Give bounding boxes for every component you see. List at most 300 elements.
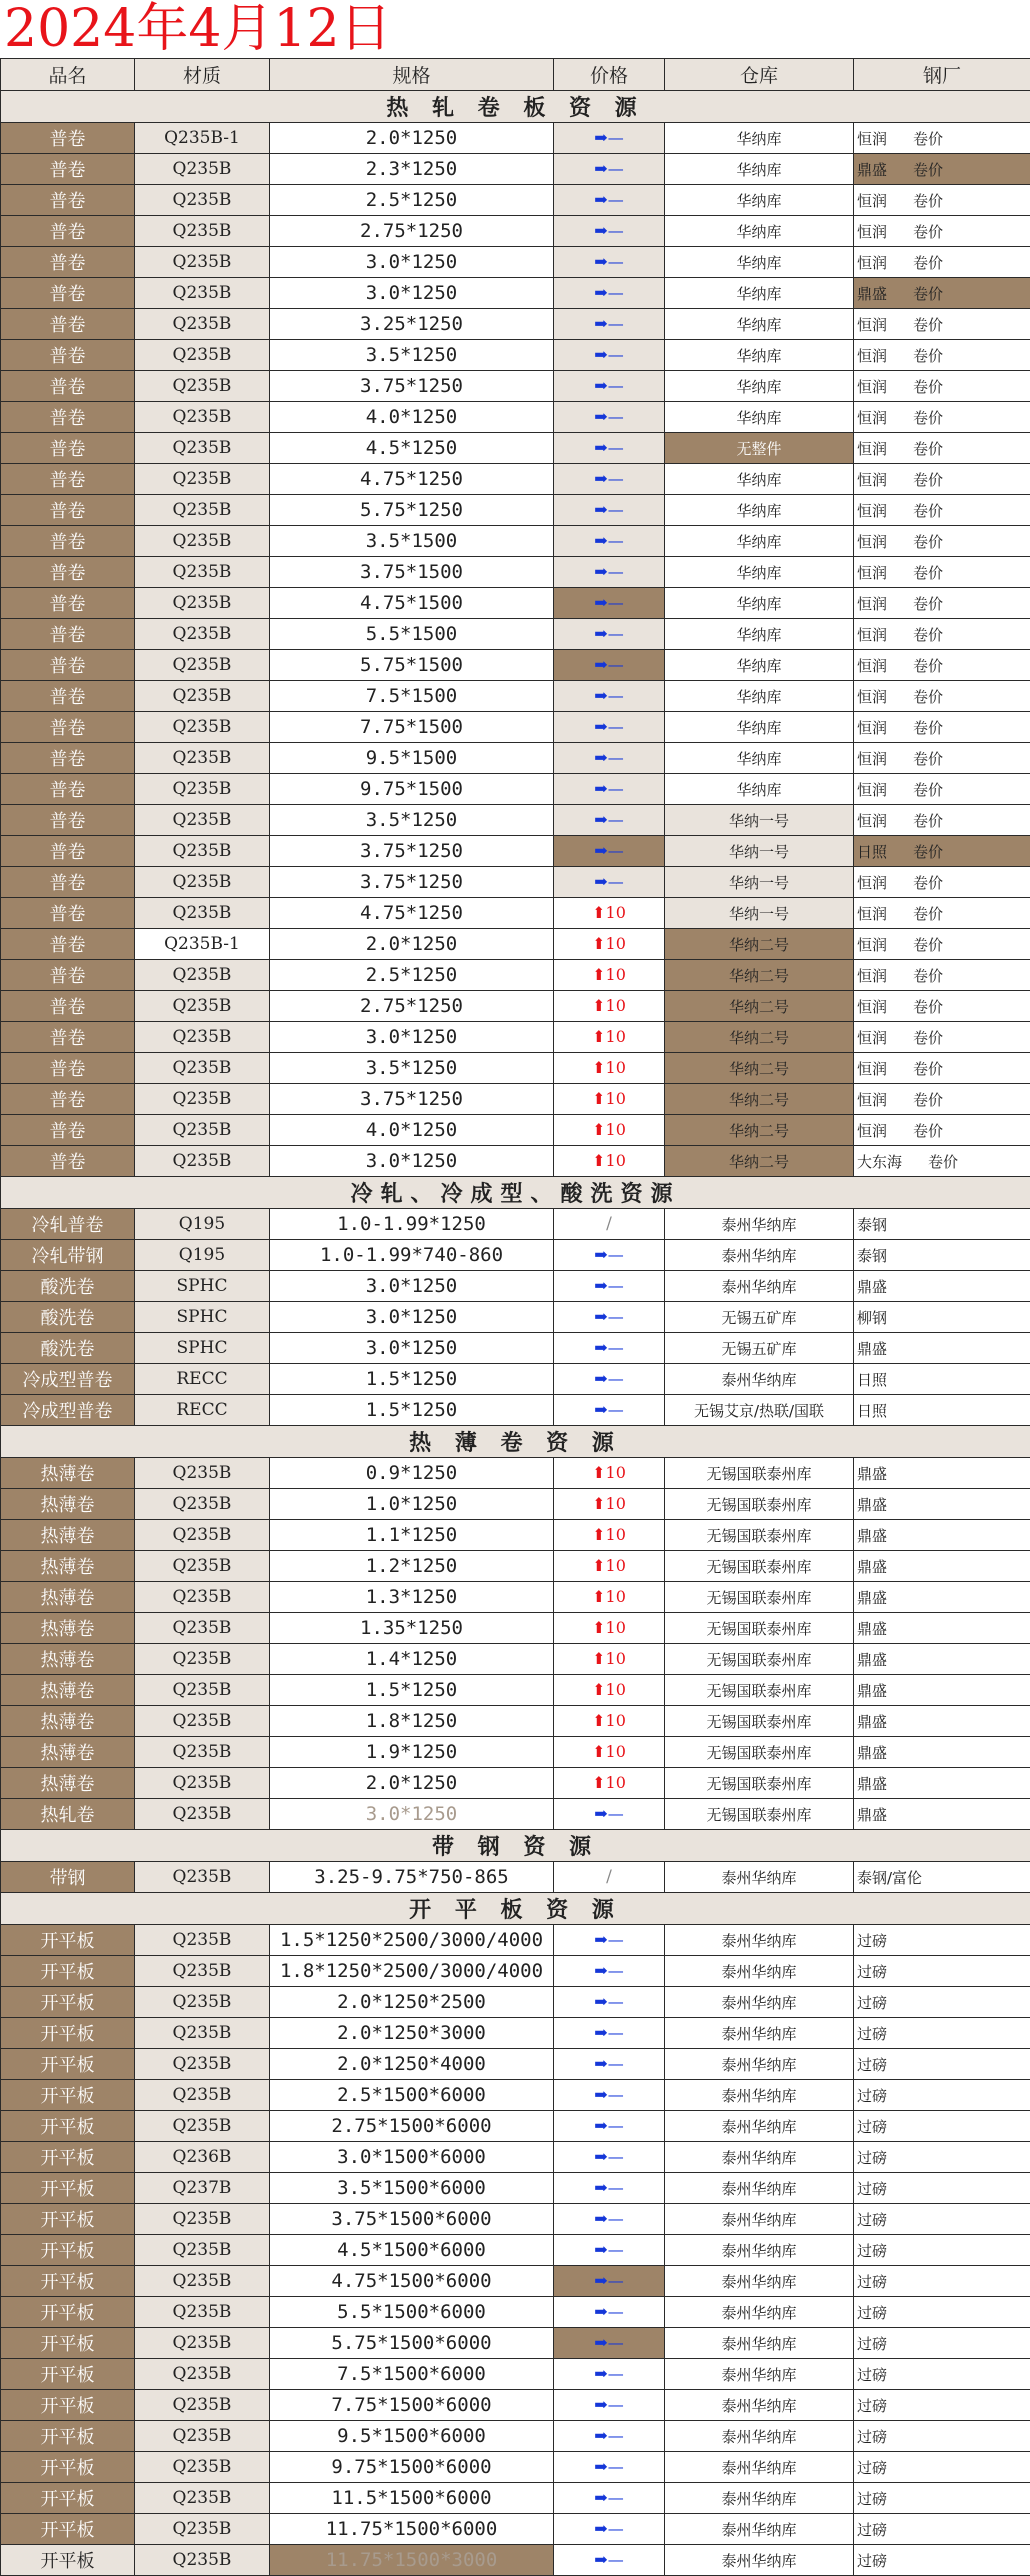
price-type: 卷价 <box>913 192 943 210</box>
warehouse-cell: 泰州华纳库 <box>665 2328 854 2359</box>
product-name-cell: 开平板 <box>1 2111 135 2142</box>
spec-cell: 2.0*1250*3000 <box>270 2018 554 2049</box>
table-row <box>1 1333 1030 1364</box>
material-cell: Q235B <box>135 991 270 1022</box>
table-row <box>1 1115 1030 1146</box>
spec-cell: 2.75*1500*6000 <box>270 2111 554 2142</box>
material-cell: Q235B <box>135 2421 270 2452</box>
spec-cell: 1.5*1250 <box>270 1395 554 1426</box>
table-row <box>1 2452 1030 2483</box>
spec-cell: 1.8*1250 <box>270 1706 554 1737</box>
price-flat-icon: ➡— <box>594 624 623 643</box>
product-name-cell: 普卷 <box>1 340 135 371</box>
product-name-cell: 开平板 <box>1 2142 135 2173</box>
product-name-cell: 普卷 <box>1 867 135 898</box>
material-cell: Q235B-1 <box>135 929 270 960</box>
warehouse-cell: 泰州华纳库 <box>665 1862 854 1893</box>
warehouse-cell: 无锡国联泰州库 <box>665 1458 854 1489</box>
warehouse-cell: 华纳库 <box>665 557 854 588</box>
warehouse-cell: 华纳库 <box>665 402 854 433</box>
warehouse-cell: 无锡国联泰州库 <box>665 1489 854 1520</box>
price-cell <box>554 433 665 464</box>
mill-name: 鼎盛 <box>857 1744 887 1762</box>
price-type: 卷价 <box>913 471 943 489</box>
price-cell <box>554 464 665 495</box>
mill-name: 鼎盛 <box>857 1806 887 1824</box>
product-name-cell: 普卷 <box>1 464 135 495</box>
mill-cell <box>854 1925 1030 1956</box>
mill-name: 过磅 <box>857 2521 887 2539</box>
price-up-icon: ⬆ <box>592 1058 605 1077</box>
price-type: 卷价 <box>913 781 943 799</box>
mill-cell <box>854 712 1030 743</box>
product-name-cell: 普卷 <box>1 960 135 991</box>
warehouse-cell: 无锡国联泰州库 <box>665 1799 854 1830</box>
spec-cell: 4.75*1500 <box>270 588 554 619</box>
price-flat-icon: ➡— <box>594 2426 623 2445</box>
material-cell: Q235B <box>135 2204 270 2235</box>
warehouse-cell: 华纳一号 <box>665 836 854 867</box>
material-cell: SPHC <box>135 1271 270 1302</box>
spec-cell: 1.3*1250 <box>270 1582 554 1613</box>
price-cell <box>554 2390 665 2421</box>
price-type: 卷价 <box>913 936 943 954</box>
warehouse-cell: 华纳库 <box>665 619 854 650</box>
mill-name: 恒润 <box>857 130 887 148</box>
mill-name: 恒润 <box>857 998 887 1016</box>
table-row <box>1 371 1030 402</box>
spec-cell: 3.0*1250 <box>270 1146 554 1177</box>
price-up-icon: ⬆ <box>592 1649 605 1668</box>
price-cell <box>554 2204 665 2235</box>
material-cell: Q235B <box>135 309 270 340</box>
spec-cell: 3.25*1250 <box>270 309 554 340</box>
mill-name: 大东海 <box>857 1153 902 1171</box>
price-flat-icon: ➡— <box>594 562 623 581</box>
warehouse-cell: 华纳二号 <box>665 1053 854 1084</box>
price-up-icon: ⬆ <box>592 1089 605 1108</box>
spec-cell: 5.75*1500*6000 <box>270 2328 554 2359</box>
table-row <box>1 2545 1030 2576</box>
spec-cell: 1.5*1250 <box>270 1364 554 1395</box>
section-title: 开 平 板 资 源 <box>1 1893 1030 1925</box>
mill-name: 过磅 <box>857 2273 887 2291</box>
price-change: 10 <box>606 1556 626 1575</box>
price-cell <box>554 929 665 960</box>
price-cell <box>554 2173 665 2204</box>
price-type: 卷价 <box>913 285 943 303</box>
table-row <box>1 619 1030 650</box>
warehouse-cell: 华纳库 <box>665 309 854 340</box>
spec-cell: 2.0*1250 <box>270 1768 554 1799</box>
mill-cell <box>854 216 1030 247</box>
spec-cell: 3.75*1500 <box>270 557 554 588</box>
product-name-cell: 普卷 <box>1 619 135 650</box>
mill-name: 过磅 <box>857 2304 887 2322</box>
mill-cell <box>854 1675 1030 1706</box>
product-name-cell: 热薄卷 <box>1 1644 135 1675</box>
price-cell <box>554 1364 665 1395</box>
spec-cell: 7.5*1500*6000 <box>270 2359 554 2390</box>
warehouse-cell: 华纳库 <box>665 743 854 774</box>
price-type: 卷价 <box>913 998 943 1016</box>
material-cell: Q235B <box>135 1084 270 1115</box>
price-up-icon: ⬆ <box>592 1525 605 1544</box>
warehouse-cell: 泰州华纳库 <box>665 1987 854 2018</box>
mill-name: 恒润 <box>857 378 887 396</box>
warehouse-cell: 无锡国联泰州库 <box>665 1644 854 1675</box>
warehouse-cell: 泰州华纳库 <box>665 2080 854 2111</box>
material-cell: Q235B <box>135 898 270 929</box>
mill-cell <box>854 1551 1030 1582</box>
price-flat-icon: ➡— <box>594 593 623 612</box>
warehouse-cell: 华纳二号 <box>665 929 854 960</box>
price-flat-icon: ➡— <box>594 2178 623 2197</box>
price-flat-icon: ➡— <box>594 2240 623 2259</box>
product-name-cell: 开平板 <box>1 1956 135 1987</box>
product-name-cell: 普卷 <box>1 402 135 433</box>
warehouse-cell: 华纳库 <box>665 278 854 309</box>
mill-name: 鼎盛 <box>857 1651 887 1669</box>
table-row <box>1 588 1030 619</box>
product-name-cell: 开平板 <box>1 2483 135 2514</box>
price-change: 10 <box>606 1120 626 1139</box>
mill-cell <box>854 2297 1030 2328</box>
mill-cell <box>854 526 1030 557</box>
price-flat-icon: ➡— <box>594 1930 623 1949</box>
price-cell <box>554 774 665 805</box>
price-cell <box>554 836 665 867</box>
price-cell <box>554 1675 665 1706</box>
material-cell: Q235B <box>135 1022 270 1053</box>
spec-cell: 3.0*1250 <box>270 278 554 309</box>
mill-name: 鼎盛 <box>857 1558 887 1576</box>
product-name-cell: 开平板 <box>1 2421 135 2452</box>
table-row <box>1 2328 1030 2359</box>
price-cell <box>554 2018 665 2049</box>
table-row <box>1 2080 1030 2111</box>
spec-cell: 2.75*1250 <box>270 991 554 1022</box>
warehouse-cell: 泰州华纳库 <box>665 2235 854 2266</box>
warehouse-cell: 无锡国联泰州库 <box>665 1768 854 1799</box>
price-flat-icon: ➡— <box>594 376 623 395</box>
spec-cell: 1.5*1250 <box>270 1675 554 1706</box>
material-cell: Q236B <box>135 2142 270 2173</box>
table-row <box>1 1395 1030 1426</box>
price-type: 卷价 <box>913 657 943 675</box>
product-name-cell: 普卷 <box>1 898 135 929</box>
mill-cell <box>854 1644 1030 1675</box>
mill-name: 恒润 <box>857 533 887 551</box>
mill-name: 鼎盛 <box>857 1527 887 1545</box>
price-flat-icon: ➡— <box>594 1338 623 1357</box>
section-title: 热 轧 卷 板 资 源 <box>1 91 1030 123</box>
price-cell <box>554 2328 665 2359</box>
table-row <box>1 185 1030 216</box>
price-cell <box>554 247 665 278</box>
material-cell: Q235B <box>135 247 270 278</box>
mill-cell <box>854 154 1030 185</box>
material-cell: Q235B <box>135 526 270 557</box>
price-change: 10 <box>606 1773 626 1792</box>
warehouse-cell: 华纳一号 <box>665 867 854 898</box>
price-cell <box>554 991 665 1022</box>
warehouse-cell: 华纳一号 <box>665 898 854 929</box>
price-cell <box>554 1115 665 1146</box>
price-type: 卷价 <box>913 1029 943 1047</box>
mill-cell <box>854 1458 1030 1489</box>
spec-cell: 1.5*1250*2500/3000/4000 <box>270 1925 554 1956</box>
price-change: 10 <box>606 1058 626 1077</box>
mill-name: 恒润 <box>857 316 887 334</box>
table-row <box>1 650 1030 681</box>
price-up-icon: ⬆ <box>592 903 605 922</box>
warehouse-cell: 泰州华纳库 <box>665 2018 854 2049</box>
spec-cell: 3.5*1500*6000 <box>270 2173 554 2204</box>
material-cell: Q235B <box>135 650 270 681</box>
material-cell: Q235B <box>135 2328 270 2359</box>
price-flat-icon: ➡— <box>594 283 623 302</box>
warehouse-cell: 华纳库 <box>665 712 854 743</box>
spec-cell: 3.0*1250 <box>270 1022 554 1053</box>
spec-cell: 1.9*1250 <box>270 1737 554 1768</box>
table-row <box>1 898 1030 929</box>
mill-cell <box>854 557 1030 588</box>
mill-name: 恒润 <box>857 595 887 613</box>
mill-name: 鼎盛 <box>857 1682 887 1700</box>
table-row <box>1 774 1030 805</box>
spec-cell: 9.5*1500 <box>270 743 554 774</box>
price-up-icon: ⬆ <box>592 996 605 1015</box>
spec-cell: 5.75*1250 <box>270 495 554 526</box>
spec-cell: 1.0-1.99*740-860 <box>270 1240 554 1271</box>
spec-cell: 3.75*1250 <box>270 371 554 402</box>
price-up-icon: ⬆ <box>592 965 605 984</box>
price-type: 卷价 <box>913 440 943 458</box>
warehouse-cell: 无锡国联泰州库 <box>665 1582 854 1613</box>
price-cell <box>554 278 665 309</box>
price-type: 卷价 <box>913 688 943 706</box>
table-row <box>1 1146 1030 1177</box>
warehouse-cell: 华纳库 <box>665 340 854 371</box>
section-header-row <box>1 1177 1030 1209</box>
mill-name: 泰钢 <box>857 1247 887 1265</box>
table-row <box>1 247 1030 278</box>
price-cell <box>554 526 665 557</box>
warehouse-cell: 泰州华纳库 <box>665 2545 854 2576</box>
material-cell: Q235B <box>135 681 270 712</box>
price-flat-icon: ➡— <box>594 345 623 364</box>
material-cell: Q235B <box>135 1520 270 1551</box>
spec-cell: 11.75*1500*3000 <box>270 2545 554 2576</box>
column-header: 仓库 <box>665 59 854 91</box>
material-cell: Q235B <box>135 2266 270 2297</box>
price-flat-icon: ➡— <box>594 469 623 488</box>
product-name-cell: 热薄卷 <box>1 1520 135 1551</box>
mill-cell <box>854 495 1030 526</box>
price-cell <box>554 1084 665 1115</box>
steel-price-table <box>0 58 1030 2576</box>
material-cell: Q235B <box>135 340 270 371</box>
column-header: 材质 <box>135 59 270 91</box>
table-row <box>1 2390 1030 2421</box>
mill-cell <box>854 867 1030 898</box>
warehouse-cell: 华纳库 <box>665 650 854 681</box>
warehouse-cell: 华纳库 <box>665 216 854 247</box>
price-cell <box>554 1333 665 1364</box>
spec-cell: 4.0*1250 <box>270 402 554 433</box>
table-row <box>1 216 1030 247</box>
product-name-cell: 热薄卷 <box>1 1706 135 1737</box>
material-cell: Q235B <box>135 2390 270 2421</box>
warehouse-cell: 华纳一号 <box>665 805 854 836</box>
mill-name: 过磅 <box>857 2397 887 2415</box>
mill-name: 鼎盛 <box>857 1620 887 1638</box>
table-row <box>1 1925 1030 1956</box>
price-flat-icon: ➡— <box>594 655 623 674</box>
material-cell: Q235B <box>135 1768 270 1799</box>
mill-cell <box>854 2359 1030 2390</box>
spec-cell: 1.8*1250*2500/3000/4000 <box>270 1956 554 1987</box>
mill-cell <box>854 2514 1030 2545</box>
table-row <box>1 557 1030 588</box>
mill-cell <box>854 1956 1030 1987</box>
material-cell: SPHC <box>135 1333 270 1364</box>
product-name-cell: 普卷 <box>1 774 135 805</box>
mill-name: 过磅 <box>857 2366 887 2384</box>
product-name-cell: 开平板 <box>1 2018 135 2049</box>
price-flat-icon: ➡— <box>594 531 623 550</box>
material-cell: Q235B <box>135 1799 270 1830</box>
product-name-cell: 冷成型普卷 <box>1 1395 135 1426</box>
price-flat-icon: ➡— <box>594 717 623 736</box>
spec-cell: 1.4*1250 <box>270 1644 554 1675</box>
price-cell <box>554 1644 665 1675</box>
mill-cell <box>854 1987 1030 2018</box>
spec-cell: 3.75*1500*6000 <box>270 2204 554 2235</box>
price-cell <box>554 619 665 650</box>
price-cell <box>554 340 665 371</box>
material-cell: Q195 <box>135 1209 270 1240</box>
price-change: 10 <box>606 1618 626 1637</box>
price-cell <box>554 1987 665 2018</box>
spec-cell: 2.5*1500*6000 <box>270 2080 554 2111</box>
material-cell: Q235B <box>135 1706 270 1737</box>
price-type: 卷价 <box>913 161 943 179</box>
price-cell <box>554 1768 665 1799</box>
mill-cell <box>854 929 1030 960</box>
material-cell: Q235B <box>135 2049 270 2080</box>
table-row <box>1 402 1030 433</box>
price-up-icon: ⬆ <box>592 934 605 953</box>
warehouse-cell: 华纳库 <box>665 495 854 526</box>
mill-name: 鼎盛 <box>857 161 887 179</box>
product-name-cell: 开平板 <box>1 2266 135 2297</box>
spec-cell: 3.0*1250 <box>270 1271 554 1302</box>
product-name-cell: 热薄卷 <box>1 1768 135 1799</box>
price-change: 10 <box>606 934 626 953</box>
price-flat-icon: ➡— <box>594 2054 623 2073</box>
product-name-cell: 开平板 <box>1 1925 135 1956</box>
mill-name: 恒润 <box>857 781 887 799</box>
spec-cell: 4.5*1500*6000 <box>270 2235 554 2266</box>
mill-name: 鼎盛 <box>857 1278 887 1296</box>
spec-cell: 7.75*1500 <box>270 712 554 743</box>
mill-name: 过磅 <box>857 2335 887 2353</box>
table-row <box>1 2173 1030 2204</box>
spec-cell: 3.5*1250 <box>270 340 554 371</box>
price-cell <box>554 1925 665 1956</box>
column-header: 价格 <box>554 59 665 91</box>
price-type: 卷价 <box>913 812 943 830</box>
mill-cell <box>854 2173 1030 2204</box>
spec-cell: 9.5*1500*6000 <box>270 2421 554 2452</box>
mill-cell <box>854 1271 1030 1302</box>
price-unavailable: / <box>606 1867 612 1887</box>
mill-cell <box>854 309 1030 340</box>
mill-name: 过磅 <box>857 2025 887 2043</box>
table-row <box>1 2514 1030 2545</box>
price-change: 10 <box>606 1742 626 1761</box>
material-cell: Q235B <box>135 1489 270 1520</box>
warehouse-cell: 华纳二号 <box>665 960 854 991</box>
price-cell <box>554 681 665 712</box>
price-change: 10 <box>606 1680 626 1699</box>
price-flat-icon: ➡— <box>594 2395 623 2414</box>
material-cell: Q235B <box>135 154 270 185</box>
product-name-cell: 普卷 <box>1 1115 135 1146</box>
warehouse-cell: 无锡五矿库 <box>665 1333 854 1364</box>
table-row <box>1 2204 1030 2235</box>
warehouse-cell: 华纳库 <box>665 464 854 495</box>
material-cell: Q235B <box>135 2545 270 2576</box>
price-flat-icon: ➡— <box>594 1276 623 1295</box>
table-row <box>1 681 1030 712</box>
price-cell <box>554 1022 665 1053</box>
mill-cell <box>854 1489 1030 1520</box>
warehouse-cell: 华纳库 <box>665 588 854 619</box>
price-flat-icon: ➡— <box>594 1992 623 2011</box>
price-cell <box>554 898 665 929</box>
mill-name: 鼎盛 <box>857 1496 887 1514</box>
product-name-cell: 热薄卷 <box>1 1613 135 1644</box>
product-name-cell: 普卷 <box>1 650 135 681</box>
product-name-cell: 普卷 <box>1 929 135 960</box>
mill-name: 日照 <box>857 1402 887 1420</box>
mill-cell <box>854 278 1030 309</box>
mill-name: 恒润 <box>857 502 887 520</box>
material-cell: Q235B <box>135 2483 270 2514</box>
material-cell: Q235B <box>135 2018 270 2049</box>
table-row <box>1 2235 1030 2266</box>
spec-cell: 5.5*1500*6000 <box>270 2297 554 2328</box>
product-name-cell: 普卷 <box>1 526 135 557</box>
price-flat-icon: ➡— <box>594 221 623 240</box>
column-header: 钢厂 <box>854 59 1030 91</box>
mill-cell <box>854 464 1030 495</box>
product-name-cell: 酸洗卷 <box>1 1302 135 1333</box>
spec-cell: 3.0*1250 <box>270 247 554 278</box>
price-cell <box>554 1209 665 1240</box>
table-row <box>1 1084 1030 1115</box>
spec-cell: 1.0-1.99*1250 <box>270 1209 554 1240</box>
spec-cell: 3.0*1250 <box>270 1333 554 1364</box>
mill-cell <box>854 1053 1030 1084</box>
product-name-cell: 普卷 <box>1 371 135 402</box>
mill-name: 日照 <box>857 843 887 861</box>
mill-cell <box>854 433 1030 464</box>
material-cell: Q235B <box>135 960 270 991</box>
